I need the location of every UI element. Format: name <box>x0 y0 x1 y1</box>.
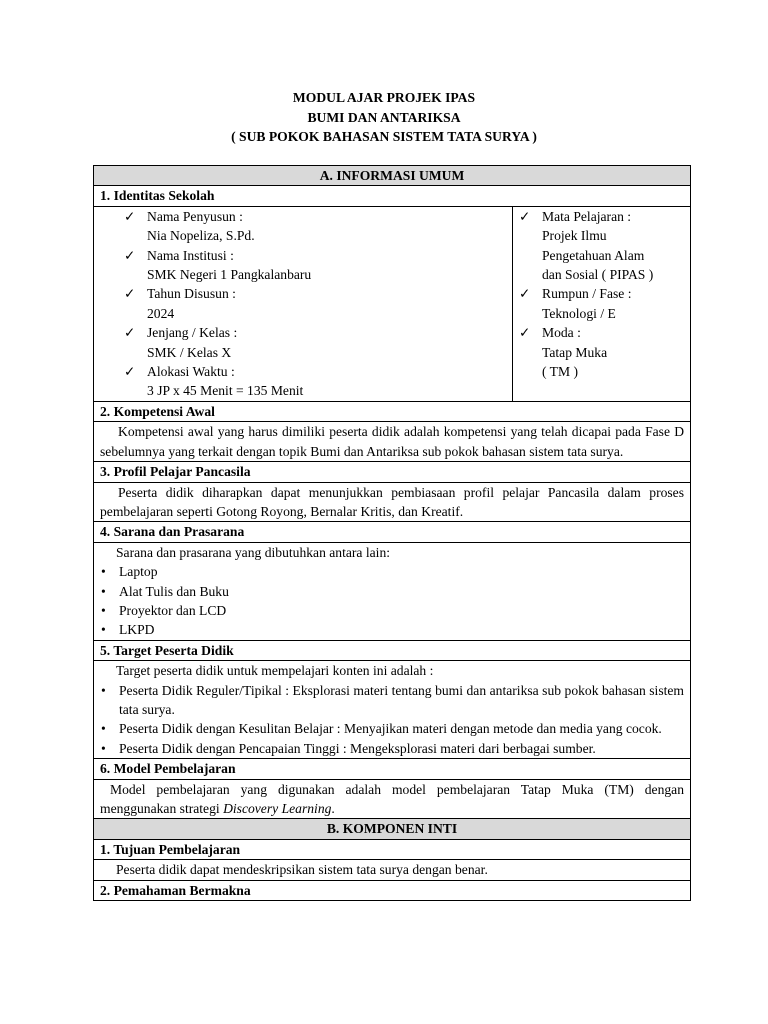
target-header: 5. Target Peserta Didik <box>94 640 691 660</box>
identity-item: ✓ Alokasi Waktu : <box>100 362 506 381</box>
kompetensi-header: 2. Kompetensi Awal <box>94 401 691 421</box>
identity-value: 3 JP x 45 Menit = 135 Menit <box>147 383 304 399</box>
identity-item: ✓ Jenjang / Kelas : <box>100 323 506 342</box>
identity-value: 2024 <box>147 305 175 321</box>
title-line-1: MODUL AJAR PROJEK IPAS <box>292 90 476 105</box>
bullet-icon: • <box>101 721 106 737</box>
identity-item: ✓ Nama Penyusun : <box>100 207 506 226</box>
identity-item: ✓ Rumpun / Fase : <box>519 284 684 303</box>
identity-value: ( TM ) <box>542 364 578 380</box>
target-intro: Target peserta didik untuk mempelajari konten ini adalah : <box>116 663 434 679</box>
profil-cell <box>94 482 691 522</box>
target-cell <box>94 661 691 759</box>
identitas-row <box>94 206 691 401</box>
list-item: • Alat Tulis dan Buku <box>100 582 684 601</box>
tujuan-cell <box>94 860 691 880</box>
sarana-intro: Sarana dan prasarana yang dibutuhkan antara lain: <box>116 544 391 560</box>
model-header: 6. Model Pembelajaran <box>94 759 691 779</box>
module-table <box>93 165 691 901</box>
title-line-2: BUMI DAN ANTARIKSA <box>307 109 461 125</box>
identity-item: ✓ Mata Pelajaran : <box>519 207 684 226</box>
check-icon: ✓ <box>124 325 136 341</box>
list-item: • Peserta Didik Reguler/Tipikal : Eksplorasi materi tentang bumi dan antariksa sub pokok bahasan sistem tata surya. <box>101 682 685 717</box>
identitas-right-cell <box>513 206 691 401</box>
bullet-icon: • <box>101 583 106 599</box>
identity-value: SMK Negeri 1 Pangkalanbaru <box>147 267 312 283</box>
target-list <box>100 681 684 759</box>
check-icon: ✓ <box>124 208 136 224</box>
strategy-name: Discovery Learning <box>223 801 332 816</box>
identity-item: ✓ Nama Institusi : <box>100 246 506 265</box>
model-cell <box>94 779 691 819</box>
section-a-header: A. INFORMASI UMUM <box>94 166 691 186</box>
identity-value: Projek Ilmu <box>542 228 607 244</box>
identitas-header: 1. Identitas Sekolah <box>94 186 691 206</box>
identity-item: ✓ Moda : <box>519 323 684 342</box>
pemahaman-header: 2. Pemahaman Bermakna <box>94 880 691 900</box>
identity-item: ✓ Tahun Disusun : <box>100 284 506 303</box>
list-item: • Proyektor dan LCD <box>100 601 684 620</box>
list-item: • LKPD <box>100 620 684 639</box>
identity-value: SMK / Kelas X <box>147 344 232 360</box>
identitas-left-cell <box>94 206 513 401</box>
bullet-icon: • <box>101 682 106 698</box>
tujuan-header: 1. Tujuan Pembelajaran <box>94 839 691 859</box>
sarana-header: 4. Sarana dan Prasarana <box>94 522 691 542</box>
bullet-icon: • <box>101 602 106 618</box>
identity-value: Pengetahuan Alam <box>542 247 645 263</box>
sarana-cell <box>94 542 691 640</box>
check-icon: ✓ <box>519 208 531 224</box>
identity-value: Nia Nopeliza, S.Pd. <box>147 228 255 244</box>
bullet-icon: • <box>101 622 106 638</box>
bullet-icon: • <box>101 564 106 580</box>
check-icon: ✓ <box>124 247 136 263</box>
kompetensi-text: Kompetensi awal yang harus dimiliki peserta didik adalah kompetensi yang telah dicapai pada Fase D sebelumnya yang terkait dengan topik Bumi dan Antariksa sub pokok bahasan sistem tata surya. <box>100 424 685 459</box>
title-line-3: ( SUB POKOK BAHASAN SISTEM TATA SURYA ) <box>231 129 537 144</box>
document-title-block <box>0 88 768 147</box>
check-icon: ✓ <box>124 364 136 380</box>
section-b-header: B. KOMPONEN INTI <box>94 819 691 839</box>
list-item: • Laptop <box>100 562 684 581</box>
sarana-list <box>100 562 684 640</box>
identity-value: Teknologi / E <box>542 305 616 321</box>
model-text: Model pembelajaran yang digunakan adalah model pembelajaran Tatap Muka (TM) dengan menggunakan strategi Discovery Learning. <box>100 781 685 816</box>
tujuan-text: Peserta didik dapat mendeskripsikan sistem tata surya dengan benar. <box>116 862 488 878</box>
bullet-icon: • <box>101 740 106 756</box>
profil-text: Peserta didik diharapkan dapat menunjukkan pembiasaan profil pelajar Pancasila dalam proses pembelajaran seperti Gotong Royong, Bernalar Kritis, dan Kreatif. <box>100 484 685 519</box>
check-icon: ✓ <box>519 286 531 302</box>
check-icon: ✓ <box>519 325 531 341</box>
identity-value: Tatap Muka <box>542 344 608 360</box>
list-item: • Peserta Didik dengan Kesulitan Belajar : Menyajikan materi dengan metode dan media yang cocok. <box>100 719 684 738</box>
list-item: • Peserta Didik dengan Pencapaian Tinggi : Mengeksplorasi materi dari berbagai sumber. <box>100 739 684 758</box>
profil-header: 3. Profil Pelajar Pancasila <box>94 462 691 482</box>
check-icon: ✓ <box>124 286 136 302</box>
kompetensi-cell <box>94 422 691 462</box>
identity-value: dan Sosial ( PIPAS ) <box>542 267 654 283</box>
